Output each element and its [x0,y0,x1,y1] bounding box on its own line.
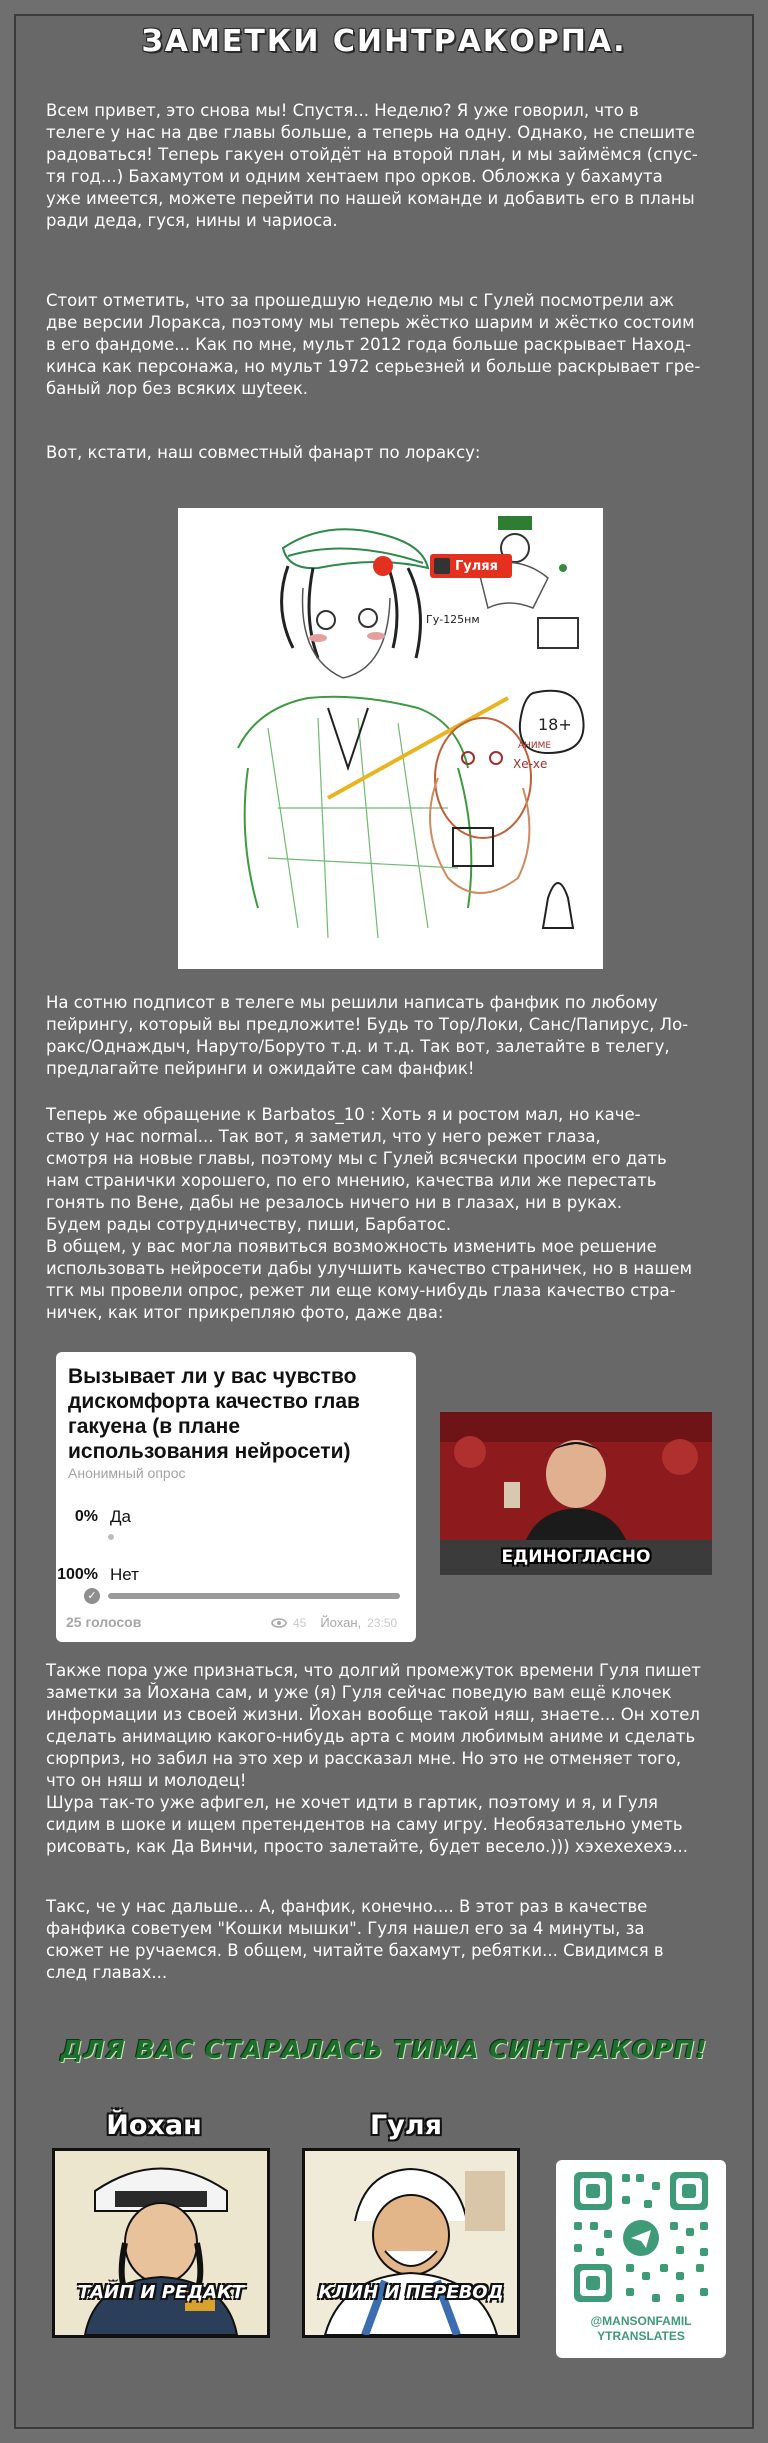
poll-time: 23:50 [367,1615,398,1630]
paragraph-fanart-intro: Вот, кстати, наш совместный фанарт по лораксу: [46,443,481,462]
poll-card [56,1352,416,1642]
credits-headline: ДЛЯ ВАС СТАРАЛАСЬ ТИМА СИНТРАКОРП! [60,2035,708,2064]
poll-option-yes-bar [108,1534,114,1540]
paragraph-intro: Всем привет, это снова мы! Спустя... Неделю? Я уже говорил, что в телеге у нас на две главы больше, а теперь на одну. Однако, не спешите радоваться! Теперь гакуен отойдёт на второй план, и мы займёмся (спус- тя год...) Бахамутом и одним хентаем про орков. Обложка у бахамута уже имеется, можете перейти по нашей команде и добавить его в планы ради деда, гуся, нины и чариоса. [46,101,698,230]
poll-option-no-percent: 100% [57,1566,98,1583]
gulya-portrait [305,2151,517,2335]
poll-type: Анонимный опрос [68,1465,186,1481]
member-card-gulya [302,2148,520,2338]
poll-views: 45 [293,1615,307,1630]
poll-author: Йохан, [320,1615,362,1630]
poll-meta [271,1615,397,1630]
fanart-scribble-hehe: Хе-хе [513,757,548,771]
member-card-yohan [52,2148,270,2338]
poll-votes: 25 голосов [66,1614,142,1630]
paragraph-gulya-confession: Также пора уже признаться, что долгий промежуток времени Гуля пишет заметки за Йохана сам, и уже (я) Гуля сейчас поведую вам ещё клочек информации из своей жизни. Йохан вообще такой няш, знаете... Он хотел сделать анимацию какого-нибудь арта с моим любимым аниме и сделать сюрприз, но забил на это хер и рассказал мне. Но это не отменяет того, что он няш и молодец! Шура так-то уже афигел, не хочет идти в гартик, поэтому и я, и Гуля сидим в шоке и ищем претендентов на саму игру. Необязательно уметь рисовать, как Да Винчи, просто залетайте, будет весело.))) хэхехехехэ... [46,1661,701,1856]
poll-option-yes-label: Да [110,1507,131,1526]
check-icon: ✓ [84,1588,100,1604]
fanart-badge-label: Гуляя [455,558,498,574]
poll-option-no-bar [108,1593,400,1599]
member-role-yohan: ТАЙП И РЕДАКТ [77,2282,245,2303]
poll-question: Вызывает ли у вас чувство дискомфорта качество глав гакуена (в плане использования нейросети) [68,1365,360,1463]
qr-code-icon [556,2160,726,2310]
yohan-portrait [55,2151,267,2335]
fanart-user-badge [430,554,512,578]
member-name-yohan: Йохан [106,2110,202,2141]
qr-card[interactable] [556,2160,726,2358]
paragraph-fanfic-offer: На сотню подписот в телеге мы решили написать фанфик по любому пейрингу, который вы предложите! Будь то Тор/Локи, Санс/Папирус, Ло- ракс/Однаждыч, Наруто/Боруто т.д. и т.д. Так вот, залетайте в телегу, предлагайте пейринги и ожидайте сам фанфик! [46,993,689,1078]
poll-option-no-label: Нет [110,1565,139,1584]
fanart-image [178,508,603,969]
fanart-scribble-gu: Гу-125нм [426,613,480,626]
paragraph-lorax: Стоит отметить, что за прошедшую неделю мы с Гулей посмотрели аж две версии Лоракса, поэтому мы теперь жёстко шарим и жёстко состоим в его фандоме... Как по мне, мульт 2012 года больше раскрывает Наход- кинса как персонажа, но мульт 1972 серьезней и больше раскрывает гре- баный лор без всяких шуteек. [46,291,701,398]
paragraph-fanfic-recommendation: Такс, че у нас дальше... А, фанфик, конечно.... В этот раз в качестве фанфика советуем "Кошки мышки". Гуля нашел его за 4 минуты, за сюжет не ручаемся. В общем, читайте бахамут, ребятки... Свидимся в след главах... [46,1897,664,1982]
fanart-sketch [178,508,603,969]
fanart-bubble-text: 18+ [538,715,572,734]
avatar [434,558,450,574]
paragraph-barbatos: Теперь же обращение к Barbatos_10 : Хоть я и ростом мал, но каче- ство у нас normal... Так вот, я заметил, что у него режет глаза, смотря на новые главы, поэтому мы с Гулей всячески просим его дать нам странички хорошего, по его мнению, качества или же перестать гонять по Вене, дабы не резалось ничего ни в глазах, ни в руках. Будем рады сотрудничеству, пиши, Барбатос. В общем, у вас могла появиться возможность изменить мое решение использовать нейросети дабы улучшить качество страничек, но в нашем тгк мы провели опрос, режет ли еще кому-нибудь глаза качество стра- ничек, как итог прикрепляю фото, даже два: [46,1105,693,1322]
page-title: ЗАМЕТКИ СИНТРАКОРПА. [141,24,627,59]
eye-icon [271,1618,287,1628]
qr-handle: @MANSONFAMIL YTRANSLATES [590,2314,692,2343]
meme-caption: ЕДИНОГЛАСНО [501,1547,651,1567]
meme-image [440,1412,712,1575]
fanart-scribble-anime: АНИМЕ [518,741,552,751]
poll-option-yes-percent: 0% [74,1508,98,1525]
member-name-gulya: Гуля [370,2110,442,2141]
member-role-gulya: КЛИН И ПЕРЕВОД [318,2282,504,2303]
